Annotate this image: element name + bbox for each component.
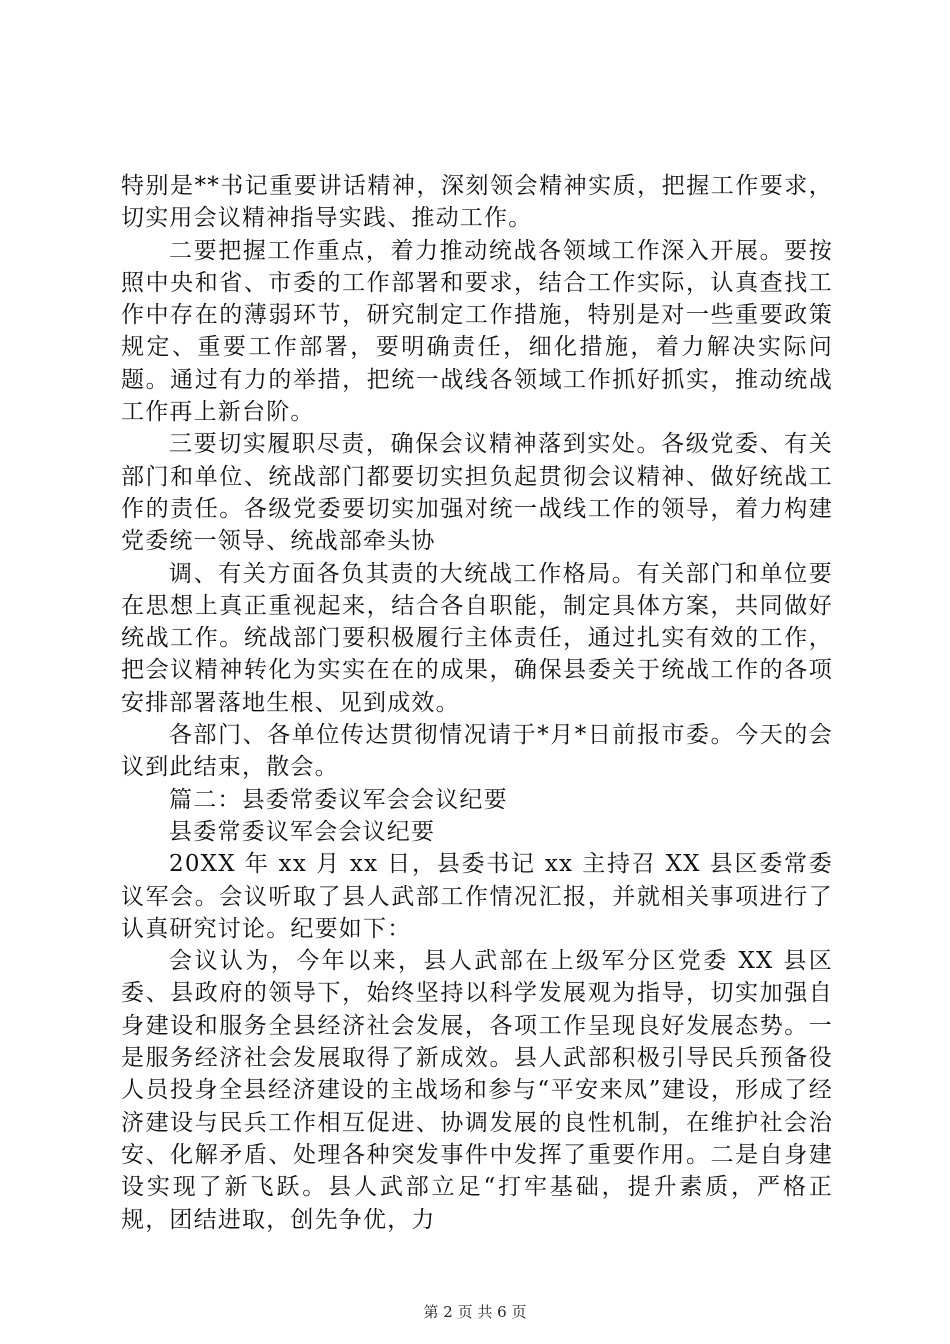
page-footer: 第 2 页 共 6 页	[423, 1303, 527, 1321]
paragraph-4: 调、有关方面各负其责的大统战工作格局。有关部门和单位要在思想上真正重视起来，结合各自职能，制定具体方案，共同做好统战工作。统战部门要积极履行主体责任，通过扎实有效的工作，把会议精神转化为实实在在的成果，确保县委关于统战工作的各项安排部署落地生根、见到成效。	[121, 560, 833, 716]
paragraph-9: 会议认为，今年以来，县人武部在上级军分区党委 XX 县区委、县政府的领导下，始终坚持以科学发展观为指导，切实加强自身建设和服务全县经济社会发展，各项工作呈现良好发展态势。一是服务经济社会发展取得了新成效。县人武部积极引导民兵预备役人员投身全县经济建设的主战场和参与“平安来凤”建设，形成了经济建设与民兵工作相互促进、协调发展的良性机制，在维护社会治安、化解矛盾、处理各种突发事件中发挥了重要作用。二是自身建设实现了新飞跃。县人武部立足“打牢基础，提升素质，严格正规，团结进取，创先争优，力	[121, 948, 833, 1233]
paragraph-5: 各部门、各单位传达贯彻情况请于*月*日前报市委。今天的会议到此结束，散会。	[121, 722, 833, 781]
document-body	[121, 170, 833, 1236]
paragraph-8: 20XX 年 xx 月 xx 日，县委书记 xx 主持召 XX 县区委常委议军会。会议听取了县人武部工作情况汇报，并就相关事项进行了认真研究讨论。纪要如下：	[121, 851, 833, 942]
section-heading: 篇二：县委常委议军会会议纪要	[169, 786, 508, 813]
paragraph-2: 二要把握工作重点，着力推动统战各领域工作深入开展。要按照中央和省、市委的工作部署和要求，结合工作实际，认真查找工作中存在的薄弱环节，研究制定工作措施，特别是对一些重要政策规定、重要工作部署，要明确责任，细化措施，着力解决实际问题。通过有力的举措，把统一战线各领域工作抓好抓实，推动统战工作再上新台阶。	[121, 237, 833, 426]
paragraph-1: 特别是**书记重要讲话精神，深刻领会精神实质，把握工作要求，切实用会议精神指导实践、推动工作。	[121, 173, 833, 232]
document-title: 县委常委议军会会议纪要	[169, 818, 436, 845]
paragraph-3: 三要切实履职尽责，确保会议精神落到实处。各级党委、有关部门和单位、统战部门都要切实担负起贯彻会议精神、做好统战工作的责任。各级党委要切实加强对统一战线工作的领导，着力构建党委统一领导、统战部牵头协	[121, 431, 833, 555]
